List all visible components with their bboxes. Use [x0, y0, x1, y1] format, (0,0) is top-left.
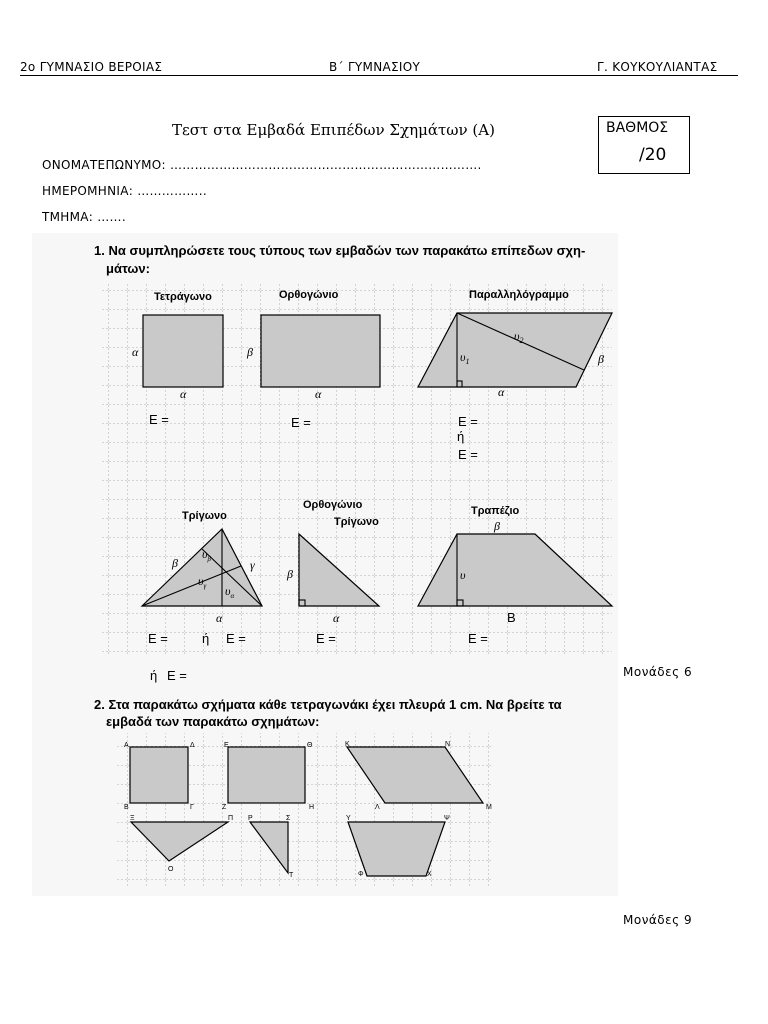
vertex-f: Φ	[358, 871, 364, 878]
vertex-th: Θ	[307, 742, 313, 749]
square-side-label: α	[132, 345, 139, 359]
grade-level: Β΄ ΓΥΜΝΑΣΙΟΥ	[329, 60, 421, 74]
shape-abgd	[130, 747, 188, 803]
test-title: Τεστ στα Εμβαδά Επιπέδων Σχημάτων (Α)	[172, 121, 495, 139]
grade-label: ΒΑΘΜΟΣ	[606, 120, 669, 136]
q2-text-line1: 2. Στα παρακάτω σχήματα κάθε τετραγωνάκι έχει πλευρά 1 cm. Να βρείτε τα	[94, 697, 562, 712]
trapezoid-base-label: Β	[507, 610, 516, 625]
triangle-or-2: ή	[150, 668, 158, 683]
triangle-formula-1: Ε =	[148, 631, 168, 646]
triangle-beta-label: β	[172, 556, 178, 570]
triangle-formula-2: Ε =	[226, 631, 246, 646]
q2-points: Μονάδες 9	[623, 913, 693, 927]
triangle-ug-label: $\upsilon_\gamma$	[198, 574, 207, 590]
grade-score: /20	[639, 145, 667, 165]
triangle-ua-label: $\upsilon_\alpha$	[225, 584, 235, 600]
vertex-d: Δ	[190, 742, 195, 749]
vertex-t: Τ	[289, 872, 294, 879]
name-field[interactable]: ΟΝΟΜΑΤΕΠΩΝΥΜΟ: ………………………………………………………………….	[42, 158, 482, 172]
vertex-pi: Π	[228, 815, 234, 822]
parallelogram-u1-label: $\upsilon_1$	[460, 350, 470, 366]
trapezoid-height-label: υ	[460, 568, 466, 582]
school-name: 2ο ΓΥΜΝΑΣΙΟ ΒΕΡΟΙΑΣ	[20, 60, 163, 74]
header-rule	[20, 75, 738, 76]
right-triangle-base-label: α	[333, 611, 340, 625]
right-triangle-formula: Ε =	[316, 631, 336, 646]
parallelogram-base-label: α	[498, 385, 505, 399]
right-triangle-name-1: Ορθογώνιο	[303, 499, 363, 511]
trapezoid-top-label: β	[494, 519, 500, 533]
triangle-formula-3: Ε =	[167, 668, 187, 683]
vertex-x: Χ	[427, 871, 432, 878]
date-field[interactable]: ΗΜΕΡΟΜΗΝΙΑ: ……………..	[42, 184, 207, 198]
vertex-o: Ο	[168, 866, 174, 873]
right-triangle-height-label: β	[287, 567, 293, 581]
vertex-a: Α	[124, 742, 129, 749]
vertex-xi: Ξ	[130, 815, 135, 822]
rectangle-base-label: α	[315, 387, 322, 401]
rectangle-shape	[261, 315, 380, 387]
vertex-g: Γ	[190, 804, 194, 811]
vertex-m: Μ	[486, 804, 492, 811]
parallelogram-name: Παραλληλόγραμμο	[469, 289, 569, 301]
grade-box	[598, 116, 690, 174]
q1-text-line2: μάτων:	[106, 261, 150, 276]
vertex-k: Κ	[345, 741, 350, 748]
right-triangle-name-2: Τρίγωνο	[334, 516, 379, 528]
triangle-base-label: α	[216, 611, 223, 625]
rectangle-formula: Ε =	[291, 415, 311, 430]
triangle-ub-label: $\upsilon_\beta$	[202, 547, 212, 563]
triangle-gamma-label: γ	[250, 558, 255, 572]
q1-text-line1: 1. Να συμπληρώσετε τους τύπους των εμβαδών των παρακάτω επίπεδων σχη-	[94, 243, 586, 258]
parallelogram-formula-2: Ε =	[458, 447, 478, 462]
square-formula: Ε =	[149, 412, 169, 427]
triangle-name: Τρίγωνο	[182, 510, 227, 522]
parallelogram-or: ή	[457, 429, 465, 444]
vertex-ps: Ψ	[444, 815, 450, 822]
trapezoid-formula: Ε =	[468, 631, 488, 646]
teacher-name: Γ. ΚΟΥΚΟΥΛΙΑΝΤΑΣ	[597, 60, 718, 74]
vertex-y: Υ	[346, 815, 351, 822]
parallelogram-u2-label: $\upsilon_2$	[514, 329, 524, 345]
triangle-or-1: ή	[202, 631, 210, 646]
vertex-e: Ε	[224, 742, 229, 749]
q1-points: Μονάδες 6	[623, 665, 693, 679]
square-name: Τετράγωνο	[154, 291, 212, 303]
parallelogram-beta-label: β	[598, 352, 604, 366]
square-base-label: α	[180, 387, 187, 401]
q2-text-line2: εμβαδά των παρακάτω σχημάτων:	[106, 714, 320, 729]
vertex-s: Σ	[286, 815, 291, 822]
square-shape	[143, 315, 223, 387]
vertex-l: Λ	[375, 804, 380, 811]
shape-ezhth	[228, 747, 305, 803]
vertex-n: Ν	[445, 741, 451, 748]
vertex-b: Β	[124, 804, 129, 811]
vertex-r: Ρ	[248, 815, 253, 822]
vertex-z: Ζ	[222, 804, 227, 811]
exercise-scan	[32, 233, 618, 896]
rectangle-name: Ορθογώνιο	[279, 289, 339, 301]
trapezoid-name: Τραπέζιο	[471, 505, 520, 517]
class-field[interactable]: ΤΜΗΜΑ: …….	[42, 210, 126, 224]
vertex-h: Η	[309, 804, 315, 811]
parallelogram-formula-1: Ε =	[458, 414, 478, 429]
rectangle-height-label: β	[247, 345, 253, 359]
